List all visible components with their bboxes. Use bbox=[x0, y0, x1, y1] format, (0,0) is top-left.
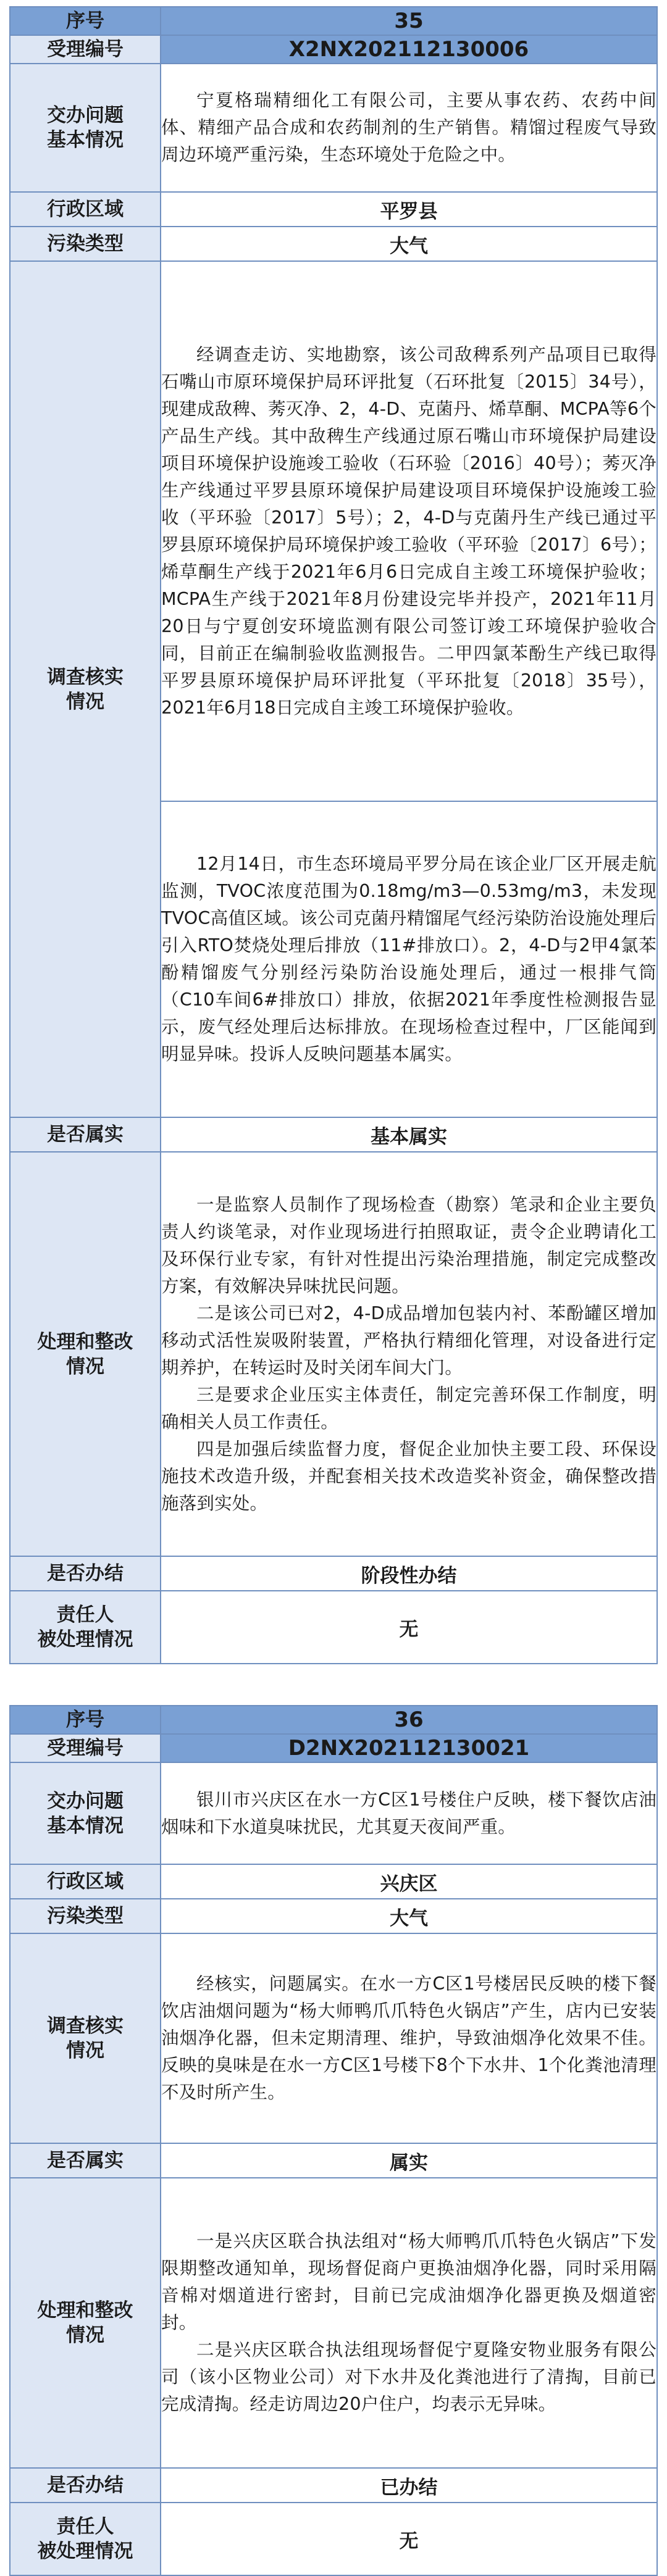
accountability-value: 无 bbox=[161, 1591, 657, 1664]
label-pollution: 污染类型 bbox=[10, 227, 161, 261]
label-code: 受理编号 bbox=[10, 35, 161, 64]
case-card-36 bbox=[9, 1705, 658, 2576]
label-handling: 处理和整改 情况 bbox=[10, 1152, 161, 1556]
row-closed bbox=[10, 2468, 657, 2503]
handling-paragraph: 四是加强后续监督力度，督促企业加快主要工段、环保设施技术改造升级，并配套相关技术改造奖补资金，确保整改措施落到实处。 bbox=[161, 1438, 657, 1514]
handling-paragraph: 三是要求企业压实主体责任，制定完善环保工作制度，明确相关人员工作责任。 bbox=[161, 1384, 657, 1432]
label-issue: 交办问题 基本情况 bbox=[10, 64, 161, 192]
verified-value: 基本属实 bbox=[161, 1117, 657, 1152]
issue-text bbox=[161, 1762, 657, 1864]
row-investigation bbox=[10, 1933, 657, 2143]
issue-paragraph: 宁夏格瑞精细化工有限公司，主要从事农药、农药中间体、精细产品合成和农药制剂的生产销售。精馏过程废气导致周边环境严重污染，生态环境处于危险之中。 bbox=[161, 90, 657, 165]
case-number: 35 bbox=[161, 7, 657, 35]
label-district: 行政区域 bbox=[10, 192, 161, 227]
row-verified bbox=[10, 2143, 657, 2178]
label-investigation: 调查核实 情况 bbox=[10, 1933, 161, 2143]
investigation-paragraph: 经核实，问题属实。在水一方C区1号楼居民反映的楼下餐饮店油烟问题为“杨大师鸭爪爪特色火锅店”产生，店内已安装油烟净化器，但未定期清理、维护，导致油烟净化效果不佳。反映的臭味是在水一方C区1号楼下8个下水井、1个化粪池清理不及时所产生。 bbox=[161, 1974, 657, 2103]
label-accountability: 责任人 被处理情况 bbox=[10, 2503, 161, 2575]
label-investigation: 调查核实 情况 bbox=[10, 261, 161, 1117]
label-code: 受理编号 bbox=[10, 1734, 161, 1762]
pollution-value: 大气 bbox=[161, 1899, 657, 1933]
case-card-35 bbox=[9, 6, 658, 1664]
label-accountability: 责任人 被处理情况 bbox=[10, 1591, 161, 1664]
row-pollution bbox=[10, 1899, 657, 1933]
investigation-paragraph: 经调查走访、实地勘察，该公司敌稗系列产品项目已取得石嘴山市原环境保护局环评批复（石环批复〔2015〕34号），现建成敌稗、莠灭净、2，4-D、克菌丹、烯草酮、MCPA等6个产品生产线。其中敌稗生产线通过原石嘴山市环境保护局建设项目环境保护设施竣工验收（石环验〔2016〕40号）；莠灭净生产线通过平罗县原环境保护局建设项目环境保护设施竣工验收（平环验〔2017〕5号）；2，4-D与克菌丹生产线已通过平罗县原环境保护局环境保护竣工验收（平环验〔2017〕6号）；烯草酮生产线于2021年6月6日完成自主竣工环境保护验收；MCPA生产线于2021年8月份建设完毕并投产，2021年11月20日与宁夏创安环境监测有限公司签订竣工环境保护验收合同，目前正在编制验收监测报告。二甲四氯苯酚生产线已取得平罗县原环境保护局环评批复（平环批复〔2018〕35号），2021年6月18日完成自主竣工环境保护验收。 bbox=[161, 344, 657, 718]
label-closed: 是否办结 bbox=[10, 1556, 161, 1591]
row-investigation-1 bbox=[10, 261, 657, 801]
label-verified: 是否属实 bbox=[10, 1117, 161, 1152]
handling-paragraph: 二是该公司已对2，4-D成品增加包装内衬、苯酚罐区增加移动式活性炭吸附装置，严格执行精细化管理，对设备进行定期养护，在转运时及时关闭车间大门。 bbox=[161, 1303, 657, 1378]
case-code: X2NX202112130006 bbox=[161, 35, 657, 64]
investigation-text-1 bbox=[161, 261, 657, 801]
row-district bbox=[10, 1864, 657, 1899]
row-district bbox=[10, 192, 657, 227]
row-issue bbox=[10, 64, 657, 192]
label-number: 序号 bbox=[10, 7, 161, 35]
row-verified bbox=[10, 1117, 657, 1152]
row-accountability bbox=[10, 1591, 657, 1664]
investigation-text bbox=[161, 1933, 657, 2143]
investigation-paragraph: 12月14日，市生态环境局平罗分局在该企业厂区开展走航监测，TVOC浓度范围为0.18mg/m3—0.53mg/m3，未发现TVOC高值区域。该公司克菌丹精馏尾气经污染防治设施处理后引入RTO焚烧处理后排放（11#排放口）。2，4-D与2甲4氯苯酚精馏废气分别经污染防治设施处理后，通过一根排气筒（C10车间6#排放口）排放，依据2021年季度性检测报告显示，废气经处理后达标排放。在现场检查过程中，厂区能闻到明显异味。投诉人反映问题基本属实。 bbox=[161, 854, 657, 1064]
accountability-value: 无 bbox=[161, 2503, 657, 2575]
row-code bbox=[10, 35, 657, 64]
row-number bbox=[10, 1706, 657, 1734]
handling-paragraph: 一是监察人员制作了现场检查（勘察）笔录和企业主要负责人约谈笔录，对作业现场进行拍照取证，责令企业聘请化工及环保行业专家，有针对性提出污染治理措施，制定完成整改方案，有效解决异味扰民问题。 bbox=[161, 1194, 657, 1296]
row-number bbox=[10, 7, 657, 35]
label-handling: 处理和整改 情况 bbox=[10, 2178, 161, 2468]
pollution-value: 大气 bbox=[161, 227, 657, 261]
district-value: 平罗县 bbox=[161, 192, 657, 227]
handling-paragraph: 二是兴庆区联合执法组现场督促宁夏隆安物业服务有限公司（该小区物业公司）对下水井及化粪池进行了清掏，目前已完成清掏。经走访周边20户住户，均表示无异味。 bbox=[161, 2340, 657, 2414]
label-number: 序号 bbox=[10, 1706, 161, 1734]
closed-value: 已办结 bbox=[161, 2468, 657, 2503]
row-closed bbox=[10, 1556, 657, 1591]
label-pollution: 污染类型 bbox=[10, 1899, 161, 1933]
case-table bbox=[9, 1705, 658, 2576]
row-pollution bbox=[10, 227, 657, 261]
row-handling bbox=[10, 1152, 657, 1556]
handling-text bbox=[161, 2178, 657, 2468]
issue-paragraph: 银川市兴庆区在水一方C区1号楼住户反映，楼下餐饮店油烟味和下水道臭味扰民，尤其夏天夜间严重。 bbox=[161, 1789, 657, 1837]
case-code: D2NX202112130021 bbox=[161, 1734, 657, 1762]
row-issue bbox=[10, 1762, 657, 1864]
label-issue: 交办问题 基本情况 bbox=[10, 1762, 161, 1864]
issue-text bbox=[161, 64, 657, 192]
label-closed: 是否办结 bbox=[10, 2468, 161, 2503]
case-table bbox=[9, 6, 658, 1664]
row-accountability bbox=[10, 2503, 657, 2575]
label-district: 行政区域 bbox=[10, 1864, 161, 1899]
label-verified: 是否属实 bbox=[10, 2143, 161, 2178]
verified-value: 属实 bbox=[161, 2143, 657, 2178]
row-code bbox=[10, 1734, 657, 1762]
district-value: 兴庆区 bbox=[161, 1864, 657, 1899]
closed-value: 阶段性办结 bbox=[161, 1556, 657, 1591]
handling-paragraph: 一是兴庆区联合执法组对“杨大师鸭爪爪特色火锅店”下发限期整改通知单，现场督促商户更换油烟净化器，同时采用隔音棉对烟道进行密封，目前已完成油烟净化器更换及烟道密封。 bbox=[161, 2231, 657, 2333]
investigation-text-2 bbox=[161, 801, 657, 1117]
case-number: 36 bbox=[161, 1706, 657, 1734]
handling-text bbox=[161, 1152, 657, 1556]
row-handling bbox=[10, 2178, 657, 2468]
